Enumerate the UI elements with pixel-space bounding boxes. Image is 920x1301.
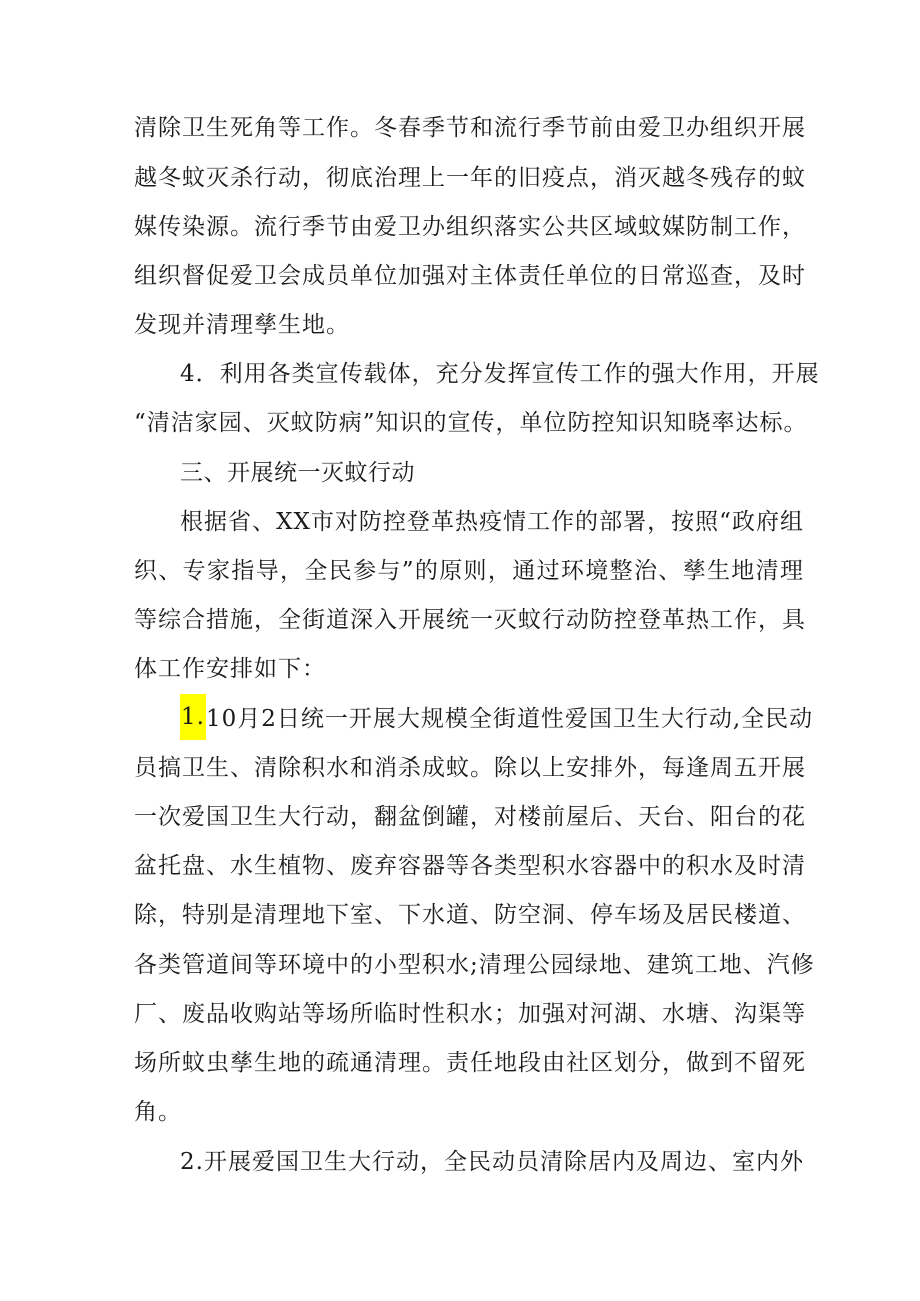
text-line: 发现并清理孳生地。: [134, 312, 350, 338]
text-line: 清除卫生死角等工作。冬春季节和流行季节前由爱卫办组织开展: [134, 115, 806, 141]
text-line: 体工作安排如下：: [134, 656, 326, 682]
text-line: 员搞卫生、清除积水和消杀成蚊。除以上安排外，每逢周五开展: [134, 755, 806, 781]
text-line: 厂、废品收购站等场所临时性积水；加强对河湖、水塘、沟渠等: [134, 1001, 806, 1027]
text-line: 媒传染源。流行季节由爱卫办组织落实公共区域蚊媒防制工作，: [134, 214, 806, 240]
text-line: 织、专家指导，全民参与”的原则，通过环境整治、孳生地清理: [134, 558, 804, 584]
highlighted-list-marker: 1.: [180, 694, 206, 740]
text-line: 组织督促爱卫会成员单位加强对主体责任单位的日常巡查，及时: [134, 263, 806, 289]
text-line: 各类管道间等环境中的小型积水;清理公园绿地、建筑工地、汽修: [134, 952, 815, 978]
text-line: 场所蚊虫孳生地的疏通清理。责任地段由社区划分，做到不留死: [134, 1050, 806, 1076]
text-line: “清洁家园、灭蚊防病”知识的宣传，单位防控知识知晓率达标。: [134, 410, 808, 436]
paragraph-first-line: 根据省、XX市对防控登革热疫情工作的部署，按照“政府组: [180, 509, 804, 535]
list-item-4-first-line: 4．利用各类宣传载体，充分发挥宣传工作的强大作用，开展: [180, 361, 820, 387]
list-item-1-text: 10月2日统一开展大规模全街道性爱国卫生大行动,全民动: [205, 706, 814, 732]
section-heading: 三、开展统一灭蚊行动: [180, 460, 415, 486]
text-line: 等综合措施，全街道深入开展统一灭蚊行动防控登革热工作，具: [134, 607, 806, 633]
text-line: 角。: [134, 1099, 182, 1125]
list-item-2-first-line: 2.开展爱国卫生大行动，全民动员清除居内及周边、室内外: [180, 1149, 804, 1175]
text-line: 盆托盘、水生植物、废弃容器等各类型积水容器中的积水及时清: [134, 853, 806, 879]
text-line: 一次爱国卫生大行动，翻盆倒罐，对楼前屋后、天台、阳台的花: [134, 804, 806, 830]
text-line: 越冬蚊灭杀行动，彻底治理上一年的旧疫点，消灭越冬残存的蚊: [134, 165, 806, 191]
text-line: 除，特别是清理地下室、下水道、防空洞、停车场及居民楼道、: [134, 902, 806, 928]
list-item-1-first-line: [180, 699, 814, 739]
